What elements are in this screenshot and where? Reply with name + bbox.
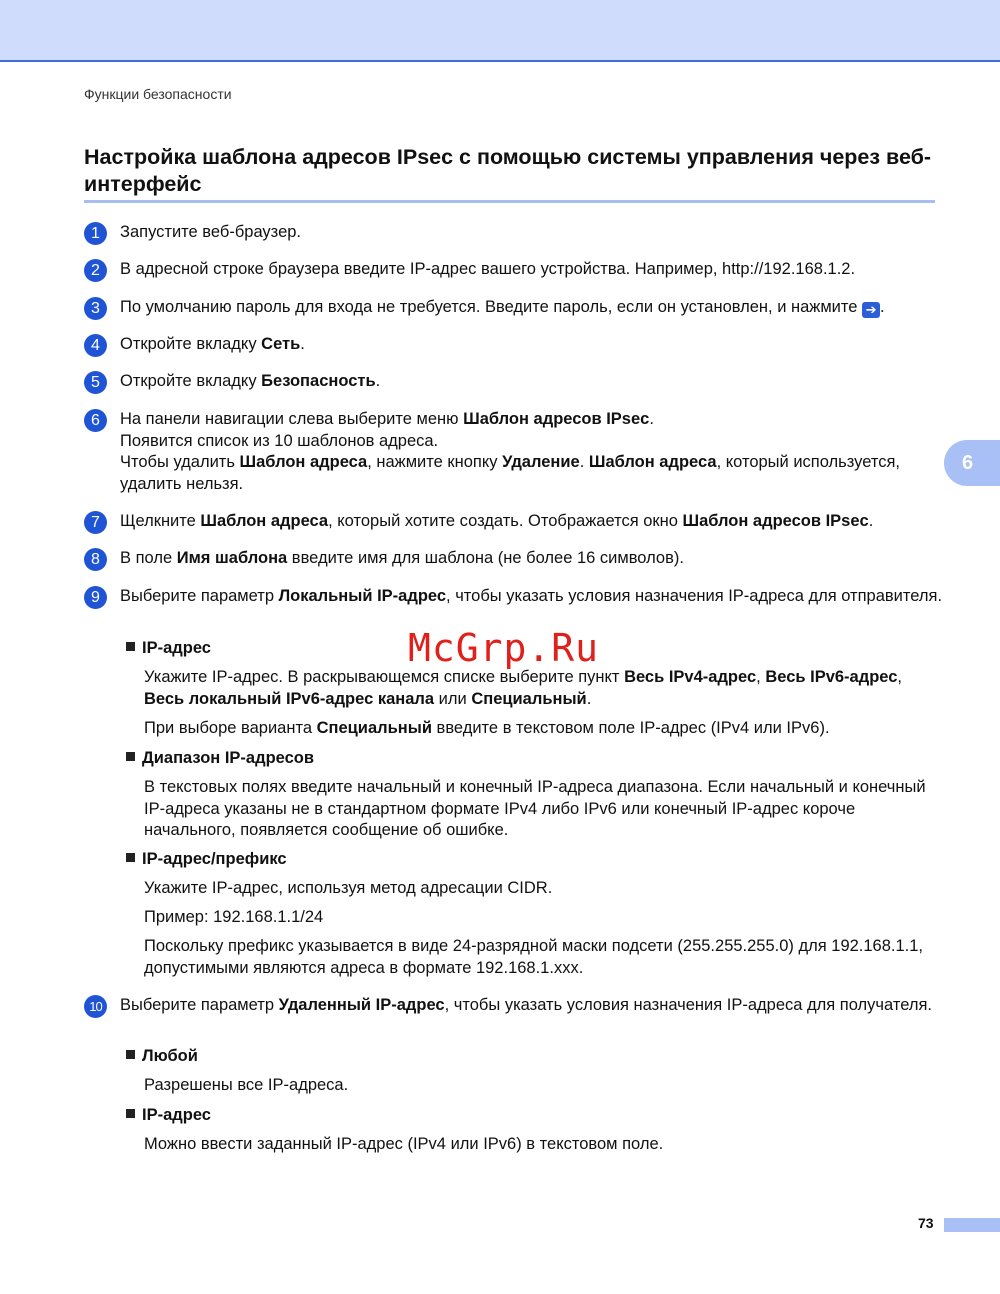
option-ip-address: IP-адрес [126, 638, 211, 659]
option-description: При выборе варианта Специальный введите в текстовом поле IP-адрес (IPv4 или IPv6). [144, 719, 830, 737]
option-ip-range: Диапазон IP-адресов [126, 748, 314, 769]
step-10: 10 Выберите параметр Удаленный IP-адрес, чтобы указать условия назначения IP-адреса для получателя. [84, 995, 944, 1017]
step-3: 3 По умолчанию пароль для входа не требуется. Введите пароль, если он установлен, и нажмите ➔ . [84, 297, 944, 319]
watermark: McGrp.Ru [408, 626, 600, 670]
step-text: По умолчанию пароль для входа не требуется. Введите пароль, если он установлен, и нажмите [120, 298, 858, 316]
step-2 [84, 259, 944, 281]
step-number: 3 [84, 297, 107, 320]
step-1 [84, 222, 944, 244]
page-title: Настройка шаблона адресов IPsec с помощью системы управления через веб-интерфейс [84, 145, 932, 196]
option-any: Любой [126, 1046, 198, 1067]
bullet-square-icon [126, 853, 135, 862]
option-description: Укажите IP-адрес, используя метод адресации CIDR. [144, 879, 553, 897]
chapter-number: 6 [962, 451, 974, 474]
tab-name-security: Безопасность [261, 372, 376, 390]
step-8: 8 В поле Имя шаблона введите имя для шаблона (не более 16 символов). [84, 548, 944, 570]
step-5: 5 Откройте вкладку Безопасность. [84, 371, 944, 393]
step-7: 7 Щелкните Шаблон адреса, который хотите создать. Отображается окно Шаблон адресов IPsec. [84, 511, 944, 533]
tab-name-network: Сеть [261, 335, 301, 353]
step-text: В адресной строке браузера введите IP-адрес вашего устройства. Например, http://192.168.1.2. [120, 260, 856, 278]
bullet-square-icon [126, 1109, 135, 1118]
option-description: Разрешены все IP-адреса. [144, 1076, 349, 1094]
step-number: 6 [84, 409, 107, 432]
page-number: 73 [918, 1215, 934, 1231]
step-number: 7 [84, 511, 107, 534]
step-number: 1 [84, 222, 107, 245]
step-text: Запустите веб-браузер. [120, 223, 302, 241]
option-description: В текстовых полях введите начальный и конечный IP-адреса диапазона. Если начальный и конечный IP-адреса указаны не в стандартном формате IPv4 либо IPv6 или конечный IP-адрес короче начального, появляется сообщение об ошибке. [144, 778, 926, 839]
step-number: 9 [84, 586, 107, 609]
chapter-tab [944, 440, 1000, 486]
option-description: Укажите IP-адрес. В раскрывающемся списке выберите пункт Весь IPv4-адрес, Весь IPv6-адрес, Весь локальный IPv6-адрес канала или Специальный. [144, 668, 903, 708]
arrow-right-icon: ➔ [862, 302, 880, 318]
step-number: 2 [84, 259, 107, 282]
step-6: 6 На панели навигации слева выберите меню Шаблон адресов IPsec. Появится список из 10 шаблонов адреса. Чтобы удалить Шаблон адреса, нажмите кнопку Удаление. Шаблон адреса, который используется, удалить нельзя. [84, 409, 944, 495]
step-number: 4 [84, 334, 107, 357]
step-number: 8 [84, 548, 107, 571]
option-ip-prefix: IP-адрес/префикс [126, 849, 287, 870]
step-number: 5 [84, 371, 107, 394]
top-band [0, 0, 1000, 62]
step-9: 9 Выберите параметр Локальный IP-адрес, чтобы указать условия назначения IP-адреса для отправителя. [84, 586, 944, 608]
option-description: Можно ввести заданный IP-адрес (IPv4 или IPv6) в текстовом поле. [144, 1135, 664, 1153]
running-header: Функции безопасности [84, 86, 232, 102]
step-4: 4 Откройте вкладку Сеть. [84, 334, 944, 356]
option-remote-ip-address: IP-адрес [126, 1105, 211, 1126]
bullet-square-icon [126, 642, 135, 651]
step-number: 10 [84, 995, 107, 1018]
option-example: Пример: 192.168.1.1/24 [144, 908, 324, 926]
page-bar [944, 1218, 1000, 1232]
bullet-square-icon [126, 752, 135, 761]
option-description: Поскольку префикс указывается в виде 24-разрядной маски подсети (255.255.255.0) для 192.168.1.1, допустимыми являются адреса в формате 192.168.1.xxx. [144, 937, 924, 977]
bullet-square-icon [126, 1050, 135, 1059]
title-rule [84, 200, 935, 203]
